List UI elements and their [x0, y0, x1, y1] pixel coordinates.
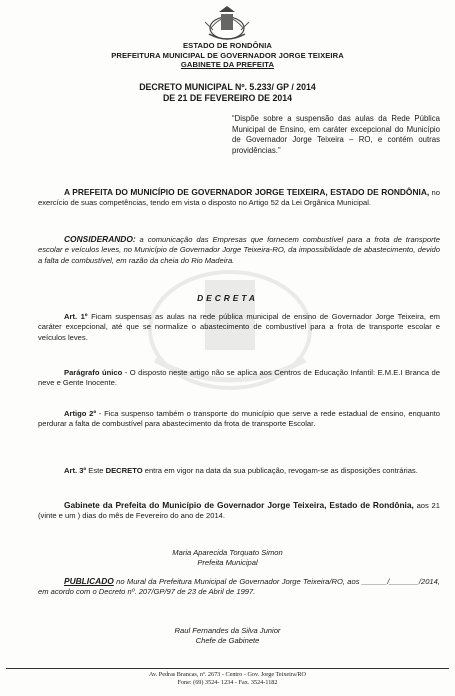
ementa: “Dispõe sobre a suspensão das aulas da Rede Pública Municipal de Ensino, em caráter excepcional do Município de Governador Jorge Teixeira – RO, e contém outras providências.”: [232, 114, 440, 155]
decreta-heading: DECRETA: [197, 293, 258, 303]
mayor-role: Prefeita Municipal: [197, 558, 258, 568]
considerando-label: CONSIDERANDO:: [64, 234, 136, 244]
sole-paragraph-text: - O disposto neste artigo não se aplica aos Centros de Educação Infantil: E.M.E.I Branca de neve e Gente Inocente.: [38, 368, 440, 388]
publicado-text: no Mural da Prefeitura Municipal de Governador Jorge Teixeira/RO, aos: [113, 577, 362, 586]
article-1: [38, 312, 440, 343]
prefecture-name: PREFEITURA MUNICIPAL DE GOVERNADOR JORGE TEIXEIRA: [111, 50, 344, 60]
mayor-name: Maria Aparecida Torquato Simon: [172, 548, 283, 557]
article-3-decree-word: DECRETO: [105, 466, 143, 475]
article-1-label: Art. 1º: [64, 312, 88, 321]
footer-divider: [6, 668, 449, 669]
sole-paragraph-label: Parágrafo único: [64, 368, 123, 377]
footer-address: [0, 671, 455, 686]
preamble-authority: A PREFEITA DO MUNICÍPIO DE GOVERNADOR JORGE TEIXEIRA, ESTADO DE RONDÔNIA,: [64, 187, 430, 197]
publicado-label: PUBLICADO: [64, 576, 114, 586]
article-1-text: Ficam suspensas as aulas na rede pública municipal de ensino de Governador Jorge Teixeira, em caráter excepcional, até que se normalize o abastecimento de combustível para a frota de transporte escolar e veículos leves.: [38, 312, 441, 342]
chief-name: Raul Fernandes da Silva Junior: [174, 626, 281, 635]
publicado-text-2: /2014, em acordo com o Decreto nº. 207/GP/97 de 23 de Abril de 1997.: [38, 577, 440, 597]
gabinete-label: Gabinete da Prefeita do Município de Governador Jorge Teixeira, Estado de Rondônia,: [64, 500, 414, 510]
considerando: [38, 234, 440, 266]
article-2-text: - Fica suspenso também o transporte do município que serve a rede estadual de ensino, enquanto perdurar a falta de combustível para abastecimento da frota de transporte Escolar.: [38, 409, 440, 429]
letterhead: [0, 41, 455, 70]
considerando-text: a comunicação das Empresas que fornecem combustível para a frota de transporte escolar e veículos leves, no Município de Governador Jorge Teixeira-RO, da impossibilidade de abastecimento, devido a falta de combustível, em razão da cheia do Rio Madeira.: [38, 235, 440, 265]
article-3-text-2: entra em vigor na data da sua publicação, revogam-se as disposições contrárias.: [142, 466, 418, 475]
footer-line-1: Av. Pedras Brancas, nº. 2673 - Centro - Gov. Jorge Teixeira/RO: [148, 671, 307, 678]
gabinete-closing: [38, 500, 440, 522]
decree-date: DE 21 DE FEVEREIRO DE 2014: [162, 93, 293, 103]
gabinete-text: aos 21 (vinte e um ) dias do mês de Fevereiro do ano de 2014.: [38, 501, 440, 521]
coat-of-arms-icon: [199, 4, 255, 44]
preamble: [38, 187, 440, 209]
article-2: [38, 409, 440, 430]
footer-line-2: Fone: (69) 3524- 1234 - Fax. 3524-1182: [177, 678, 278, 686]
decree-title: [0, 82, 455, 104]
office-name: GABINETE DA PREFEITA: [180, 60, 275, 70]
chief-role: Chefe de Gabinete: [195, 636, 260, 646]
article-3-label: Art. 3º: [64, 466, 87, 475]
sole-paragraph: [38, 368, 440, 389]
publicado-blank: ______/_______: [361, 577, 419, 586]
publication-note: [38, 576, 440, 598]
article-3-text: Este: [86, 466, 106, 475]
article-2-label: Artigo 2º: [64, 409, 97, 418]
decree-number: DECRETO MUNICIPAL Nº. 5.233/ GP / 2014: [139, 82, 316, 92]
signature-chief: [0, 626, 455, 647]
preamble-text: no exercício de suas competências, tendo em vista o disposto no Artigo 52 da Lei Orgânica Municipal.: [38, 188, 440, 208]
signature-mayor: [0, 548, 455, 569]
article-3: [38, 466, 440, 476]
state-name: ESTADO DE RONDÔNIA: [183, 41, 272, 50]
